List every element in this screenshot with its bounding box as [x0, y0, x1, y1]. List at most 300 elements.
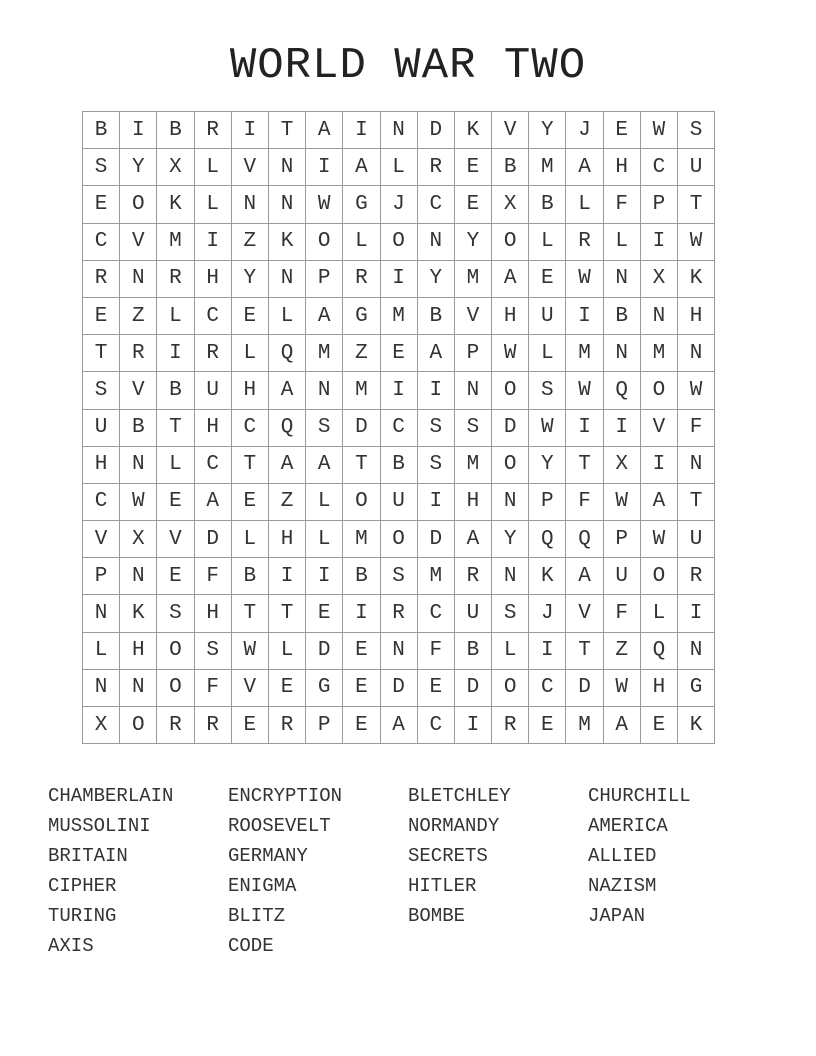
grid-cell: E	[454, 149, 491, 186]
grid-cell: U	[603, 558, 640, 595]
word-list-item: JAPAN	[588, 905, 646, 927]
grid-cell: L	[603, 223, 640, 260]
grid-cell: B	[380, 446, 417, 483]
grid-cell: L	[640, 595, 677, 632]
grid-cell: H	[231, 372, 268, 409]
grid-cell: I	[529, 632, 566, 669]
grid-cell: O	[343, 483, 380, 520]
grid-cell: Z	[603, 632, 640, 669]
grid-cell: O	[492, 223, 529, 260]
grid-cell: Z	[268, 483, 305, 520]
grid-cell: C	[417, 707, 454, 744]
grid-cell: B	[231, 558, 268, 595]
grid-cell: N	[603, 335, 640, 372]
grid-cell: R	[120, 335, 157, 372]
grid-cell: D	[380, 669, 417, 706]
grid-cell: W	[492, 335, 529, 372]
word-list-item: AMERICA	[588, 815, 668, 837]
grid-cell: T	[343, 446, 380, 483]
grid-cell: W	[678, 372, 715, 409]
grid-cell: T	[231, 446, 268, 483]
grid-cell: T	[678, 186, 715, 223]
grid-cell: W	[678, 223, 715, 260]
grid-cell: X	[83, 707, 120, 744]
grid-cell: L	[306, 483, 343, 520]
grid-cell: Y	[454, 223, 491, 260]
grid-cell: H	[492, 297, 529, 334]
grid-cell: I	[120, 112, 157, 149]
grid-cell: N	[640, 297, 677, 334]
grid-cell: N	[454, 372, 491, 409]
word-list-item: GERMANY	[228, 845, 308, 867]
grid-cell: H	[194, 409, 231, 446]
grid-cell: B	[157, 372, 194, 409]
grid-cell: S	[194, 632, 231, 669]
grid-cell: Q	[640, 632, 677, 669]
word-list-item: NORMANDY	[408, 815, 500, 837]
grid-cell: S	[417, 409, 454, 446]
grid-cell: W	[120, 483, 157, 520]
grid-cell: V	[120, 372, 157, 409]
grid-cell: G	[343, 186, 380, 223]
grid-cell: O	[157, 669, 194, 706]
grid-row	[83, 372, 715, 409]
grid-cell: U	[194, 372, 231, 409]
grid-cell: I	[417, 372, 454, 409]
grid-cell: A	[566, 149, 603, 186]
grid-row	[83, 186, 715, 223]
grid-cell: I	[343, 595, 380, 632]
grid-cell: M	[529, 149, 566, 186]
grid-cell: V	[640, 409, 677, 446]
grid-cell: V	[83, 521, 120, 558]
grid-cell: B	[603, 297, 640, 334]
grid-cell: A	[640, 483, 677, 520]
grid-cell: E	[417, 669, 454, 706]
grid-cell: U	[678, 149, 715, 186]
grid-cell: V	[454, 297, 491, 334]
grid-cell: S	[83, 149, 120, 186]
grid-cell: N	[678, 632, 715, 669]
grid-cell: C	[194, 297, 231, 334]
grid-cell: W	[566, 260, 603, 297]
grid-cell: K	[529, 558, 566, 595]
grid-row	[83, 483, 715, 520]
grid-cell: M	[343, 372, 380, 409]
grid-cell: C	[231, 409, 268, 446]
grid-cell: R	[268, 707, 305, 744]
grid-cell: Q	[268, 335, 305, 372]
grid-cell: K	[678, 260, 715, 297]
grid-cell: V	[120, 223, 157, 260]
grid-cell: M	[417, 558, 454, 595]
grid-cell: E	[529, 260, 566, 297]
grid-cell: D	[194, 521, 231, 558]
grid-cell: H	[120, 632, 157, 669]
grid-cell: I	[306, 558, 343, 595]
grid-cell: R	[678, 558, 715, 595]
grid-cell: E	[343, 707, 380, 744]
grid-cell: E	[231, 707, 268, 744]
grid-cell: L	[492, 632, 529, 669]
grid-cell: P	[640, 186, 677, 223]
grid-cell: B	[454, 632, 491, 669]
grid-cell: Y	[417, 260, 454, 297]
grid-cell: O	[492, 372, 529, 409]
grid-cell: L	[83, 632, 120, 669]
grid-cell: K	[268, 223, 305, 260]
grid-row	[83, 335, 715, 372]
grid-cell: H	[603, 149, 640, 186]
grid-cell: F	[603, 186, 640, 223]
grid-cell: P	[306, 707, 343, 744]
grid-cell: J	[529, 595, 566, 632]
grid-cell: C	[417, 186, 454, 223]
word-list-item: HITLER	[408, 875, 477, 897]
grid-cell: N	[306, 372, 343, 409]
word-list-item: CHAMBERLAIN	[48, 785, 174, 807]
grid-cell: O	[157, 632, 194, 669]
grid-cell: N	[492, 558, 529, 595]
grid-cell: L	[529, 335, 566, 372]
grid-cell: R	[194, 707, 231, 744]
grid-cell: C	[194, 446, 231, 483]
grid-cell: R	[566, 223, 603, 260]
grid-cell: P	[454, 335, 491, 372]
grid-cell: E	[603, 112, 640, 149]
grid-cell: W	[640, 521, 677, 558]
grid-cell: L	[268, 297, 305, 334]
grid-cell: L	[231, 335, 268, 372]
grid-cell: M	[306, 335, 343, 372]
grid-cell: P	[306, 260, 343, 297]
grid-cell: K	[454, 112, 491, 149]
word-list-item: ROOSEVELT	[228, 815, 331, 837]
grid-cell: T	[231, 595, 268, 632]
grid-cell: S	[306, 409, 343, 446]
grid-cell: B	[120, 409, 157, 446]
grid-cell: N	[231, 186, 268, 223]
grid-cell: N	[492, 483, 529, 520]
grid-cell: T	[83, 335, 120, 372]
grid-cell: R	[417, 149, 454, 186]
word-list-item: NAZISM	[588, 875, 657, 897]
grid-cell: W	[529, 409, 566, 446]
grid-cell: O	[492, 669, 529, 706]
grid-cell: T	[566, 446, 603, 483]
grid-row	[83, 149, 715, 186]
grid-cell: T	[157, 409, 194, 446]
grid-cell: S	[83, 372, 120, 409]
grid-cell: A	[566, 558, 603, 595]
grid-cell: Z	[120, 297, 157, 334]
grid-cell: I	[640, 223, 677, 260]
grid-cell: A	[306, 112, 343, 149]
grid-cell: X	[603, 446, 640, 483]
grid-cell: O	[120, 186, 157, 223]
grid-cell: T	[268, 595, 305, 632]
word-list-item: ENIGMA	[228, 875, 297, 897]
grid-cell: V	[231, 149, 268, 186]
grid-cell: N	[380, 632, 417, 669]
grid-cell: A	[194, 483, 231, 520]
word-list-item: ENCRYPTION	[228, 785, 343, 807]
grid-cell: M	[566, 707, 603, 744]
grid-cell: F	[194, 669, 231, 706]
grid-cell: W	[566, 372, 603, 409]
grid-cell: M	[343, 521, 380, 558]
grid-cell: I	[566, 297, 603, 334]
grid-cell: N	[603, 260, 640, 297]
grid-cell: L	[306, 521, 343, 558]
grid-cell: F	[417, 632, 454, 669]
grid-row	[83, 595, 715, 632]
grid-cell: U	[454, 595, 491, 632]
grid-cell: E	[640, 707, 677, 744]
grid-cell: S	[492, 595, 529, 632]
grid-cell: H	[454, 483, 491, 520]
grid-cell: B	[529, 186, 566, 223]
grid-cell: M	[454, 260, 491, 297]
grid-cell: P	[529, 483, 566, 520]
grid-cell: V	[231, 669, 268, 706]
word-list-item: BRITAIN	[48, 845, 128, 867]
word-list-item: MUSSOLINI	[48, 815, 151, 837]
grid-cell: D	[417, 112, 454, 149]
grid-cell: E	[83, 297, 120, 334]
grid-cell: M	[380, 297, 417, 334]
grid-cell: X	[120, 521, 157, 558]
grid-cell: H	[194, 260, 231, 297]
grid-cell: O	[120, 707, 157, 744]
grid-cell: Y	[492, 521, 529, 558]
grid-cell: I	[566, 409, 603, 446]
word-list-item: BLITZ	[228, 905, 286, 927]
grid-cell: W	[603, 669, 640, 706]
grid-cell: C	[640, 149, 677, 186]
grid-cell: X	[640, 260, 677, 297]
grid-cell: T	[678, 483, 715, 520]
grid-cell: H	[640, 669, 677, 706]
grid-cell: V	[566, 595, 603, 632]
grid-cell: P	[603, 521, 640, 558]
word-list	[48, 782, 768, 962]
grid-cell: U	[83, 409, 120, 446]
grid-cell: L	[380, 149, 417, 186]
word-list-item: AXIS	[48, 935, 94, 957]
grid-cell: J	[380, 186, 417, 223]
grid-cell: K	[157, 186, 194, 223]
grid-cell: O	[492, 446, 529, 483]
grid-cell: M	[566, 335, 603, 372]
grid-cell: D	[492, 409, 529, 446]
grid-cell: W	[231, 632, 268, 669]
grid-cell: Q	[566, 521, 603, 558]
grid-cell: Z	[231, 223, 268, 260]
grid-cell: L	[268, 632, 305, 669]
grid-cell: N	[417, 223, 454, 260]
grid-cell: J	[566, 112, 603, 149]
grid-cell: R	[83, 260, 120, 297]
grid-cell: D	[566, 669, 603, 706]
grid-cell: C	[529, 669, 566, 706]
grid-cell: F	[603, 595, 640, 632]
grid-cell: R	[194, 335, 231, 372]
grid-cell: U	[380, 483, 417, 520]
grid-cell: L	[194, 149, 231, 186]
grid-cell: C	[83, 483, 120, 520]
grid-cell: N	[268, 260, 305, 297]
grid-cell: B	[492, 149, 529, 186]
grid-cell: U	[529, 297, 566, 334]
grid-cell: X	[492, 186, 529, 223]
grid-cell: T	[566, 632, 603, 669]
grid-cell: L	[157, 446, 194, 483]
grid-cell: A	[268, 372, 305, 409]
grid-cell: V	[157, 521, 194, 558]
grid-cell: O	[306, 223, 343, 260]
grid-cell: B	[417, 297, 454, 334]
grid-cell: A	[454, 521, 491, 558]
grid-cell: G	[343, 297, 380, 334]
grid-cell: X	[157, 149, 194, 186]
grid-cell: E	[343, 669, 380, 706]
grid-cell: T	[268, 112, 305, 149]
grid-cell: M	[640, 335, 677, 372]
grid-cell: D	[454, 669, 491, 706]
grid-row	[83, 521, 715, 558]
grid-cell: R	[380, 595, 417, 632]
grid-cell: V	[492, 112, 529, 149]
word-list-item: CHURCHILL	[588, 785, 691, 807]
grid-row	[83, 112, 715, 149]
grid-cell: C	[380, 409, 417, 446]
grid-cell: S	[678, 112, 715, 149]
grid-cell: S	[380, 558, 417, 595]
grid-cell: I	[454, 707, 491, 744]
grid-cell: W	[603, 483, 640, 520]
grid-cell: H	[194, 595, 231, 632]
grid-cell: I	[417, 483, 454, 520]
grid-cell: L	[194, 186, 231, 223]
grid-cell: S	[529, 372, 566, 409]
grid-cell: N	[678, 335, 715, 372]
grid-cell: R	[194, 112, 231, 149]
grid-row	[83, 260, 715, 297]
grid-cell: A	[603, 707, 640, 744]
grid-row	[83, 558, 715, 595]
grid-cell: R	[492, 707, 529, 744]
word-list-item: SECRETS	[408, 845, 488, 867]
grid-cell: N	[83, 595, 120, 632]
grid-cell: Q	[268, 409, 305, 446]
grid-cell: N	[120, 669, 157, 706]
grid-cell: Y	[120, 149, 157, 186]
grid-cell: W	[306, 186, 343, 223]
grid-cell: K	[120, 595, 157, 632]
grid-cell: C	[417, 595, 454, 632]
grid-cell: Q	[529, 521, 566, 558]
word-search-grid	[82, 111, 715, 744]
grid-cell: O	[640, 372, 677, 409]
grid-cell: L	[566, 186, 603, 223]
grid-cell: N	[678, 446, 715, 483]
grid-cell: F	[194, 558, 231, 595]
grid-cell: E	[231, 297, 268, 334]
grid-cell: O	[380, 223, 417, 260]
grid-cell: E	[157, 483, 194, 520]
grid-cell: N	[120, 558, 157, 595]
grid-cell: L	[343, 223, 380, 260]
grid-cell: Z	[343, 335, 380, 372]
grid-cell: R	[454, 558, 491, 595]
grid-cell: M	[454, 446, 491, 483]
grid-row	[83, 409, 715, 446]
grid-cell: M	[157, 223, 194, 260]
grid-cell: Y	[529, 112, 566, 149]
grid-cell: F	[566, 483, 603, 520]
page-title: WORLD WAR TWO	[229, 41, 587, 91]
grid-cell: E	[231, 483, 268, 520]
grid-cell: N	[120, 446, 157, 483]
grid-cell: R	[157, 707, 194, 744]
grid-cell: D	[306, 632, 343, 669]
grid-cell: E	[268, 669, 305, 706]
word-list-item: BOMBE	[408, 905, 466, 927]
grid-cell: N	[268, 186, 305, 223]
grid-cell: G	[678, 669, 715, 706]
grid-cell: S	[157, 595, 194, 632]
grid-cell: A	[306, 297, 343, 334]
grid-cell: H	[83, 446, 120, 483]
grid-cell: N	[120, 260, 157, 297]
grid-cell: A	[343, 149, 380, 186]
grid-cell: N	[268, 149, 305, 186]
grid-cell: L	[529, 223, 566, 260]
grid-cell: A	[492, 260, 529, 297]
grid-cell: Y	[231, 260, 268, 297]
grid-cell: O	[640, 558, 677, 595]
grid-cell: L	[231, 521, 268, 558]
grid-cell: E	[157, 558, 194, 595]
grid-cell: E	[380, 335, 417, 372]
grid-cell: E	[529, 707, 566, 744]
grid-cell: D	[417, 521, 454, 558]
grid-cell: I	[157, 335, 194, 372]
grid-cell: N	[380, 112, 417, 149]
grid-row	[83, 297, 715, 334]
grid-cell: I	[603, 409, 640, 446]
word-list-item: TURING	[48, 905, 117, 927]
grid-row	[83, 707, 715, 744]
grid-cell: I	[640, 446, 677, 483]
grid-cell: Q	[603, 372, 640, 409]
grid-cell: I	[306, 149, 343, 186]
word-list-item: ALLIED	[588, 845, 657, 867]
grid-cell: R	[343, 260, 380, 297]
grid-cell: Y	[529, 446, 566, 483]
grid-cell: G	[306, 669, 343, 706]
grid-cell: I	[343, 112, 380, 149]
grid-cell: A	[417, 335, 454, 372]
grid-row	[83, 632, 715, 669]
grid-cell: R	[157, 260, 194, 297]
grid-cell: L	[157, 297, 194, 334]
grid-cell: F	[678, 409, 715, 446]
grid-cell: S	[417, 446, 454, 483]
grid-cell: I	[194, 223, 231, 260]
grid-cell: I	[678, 595, 715, 632]
